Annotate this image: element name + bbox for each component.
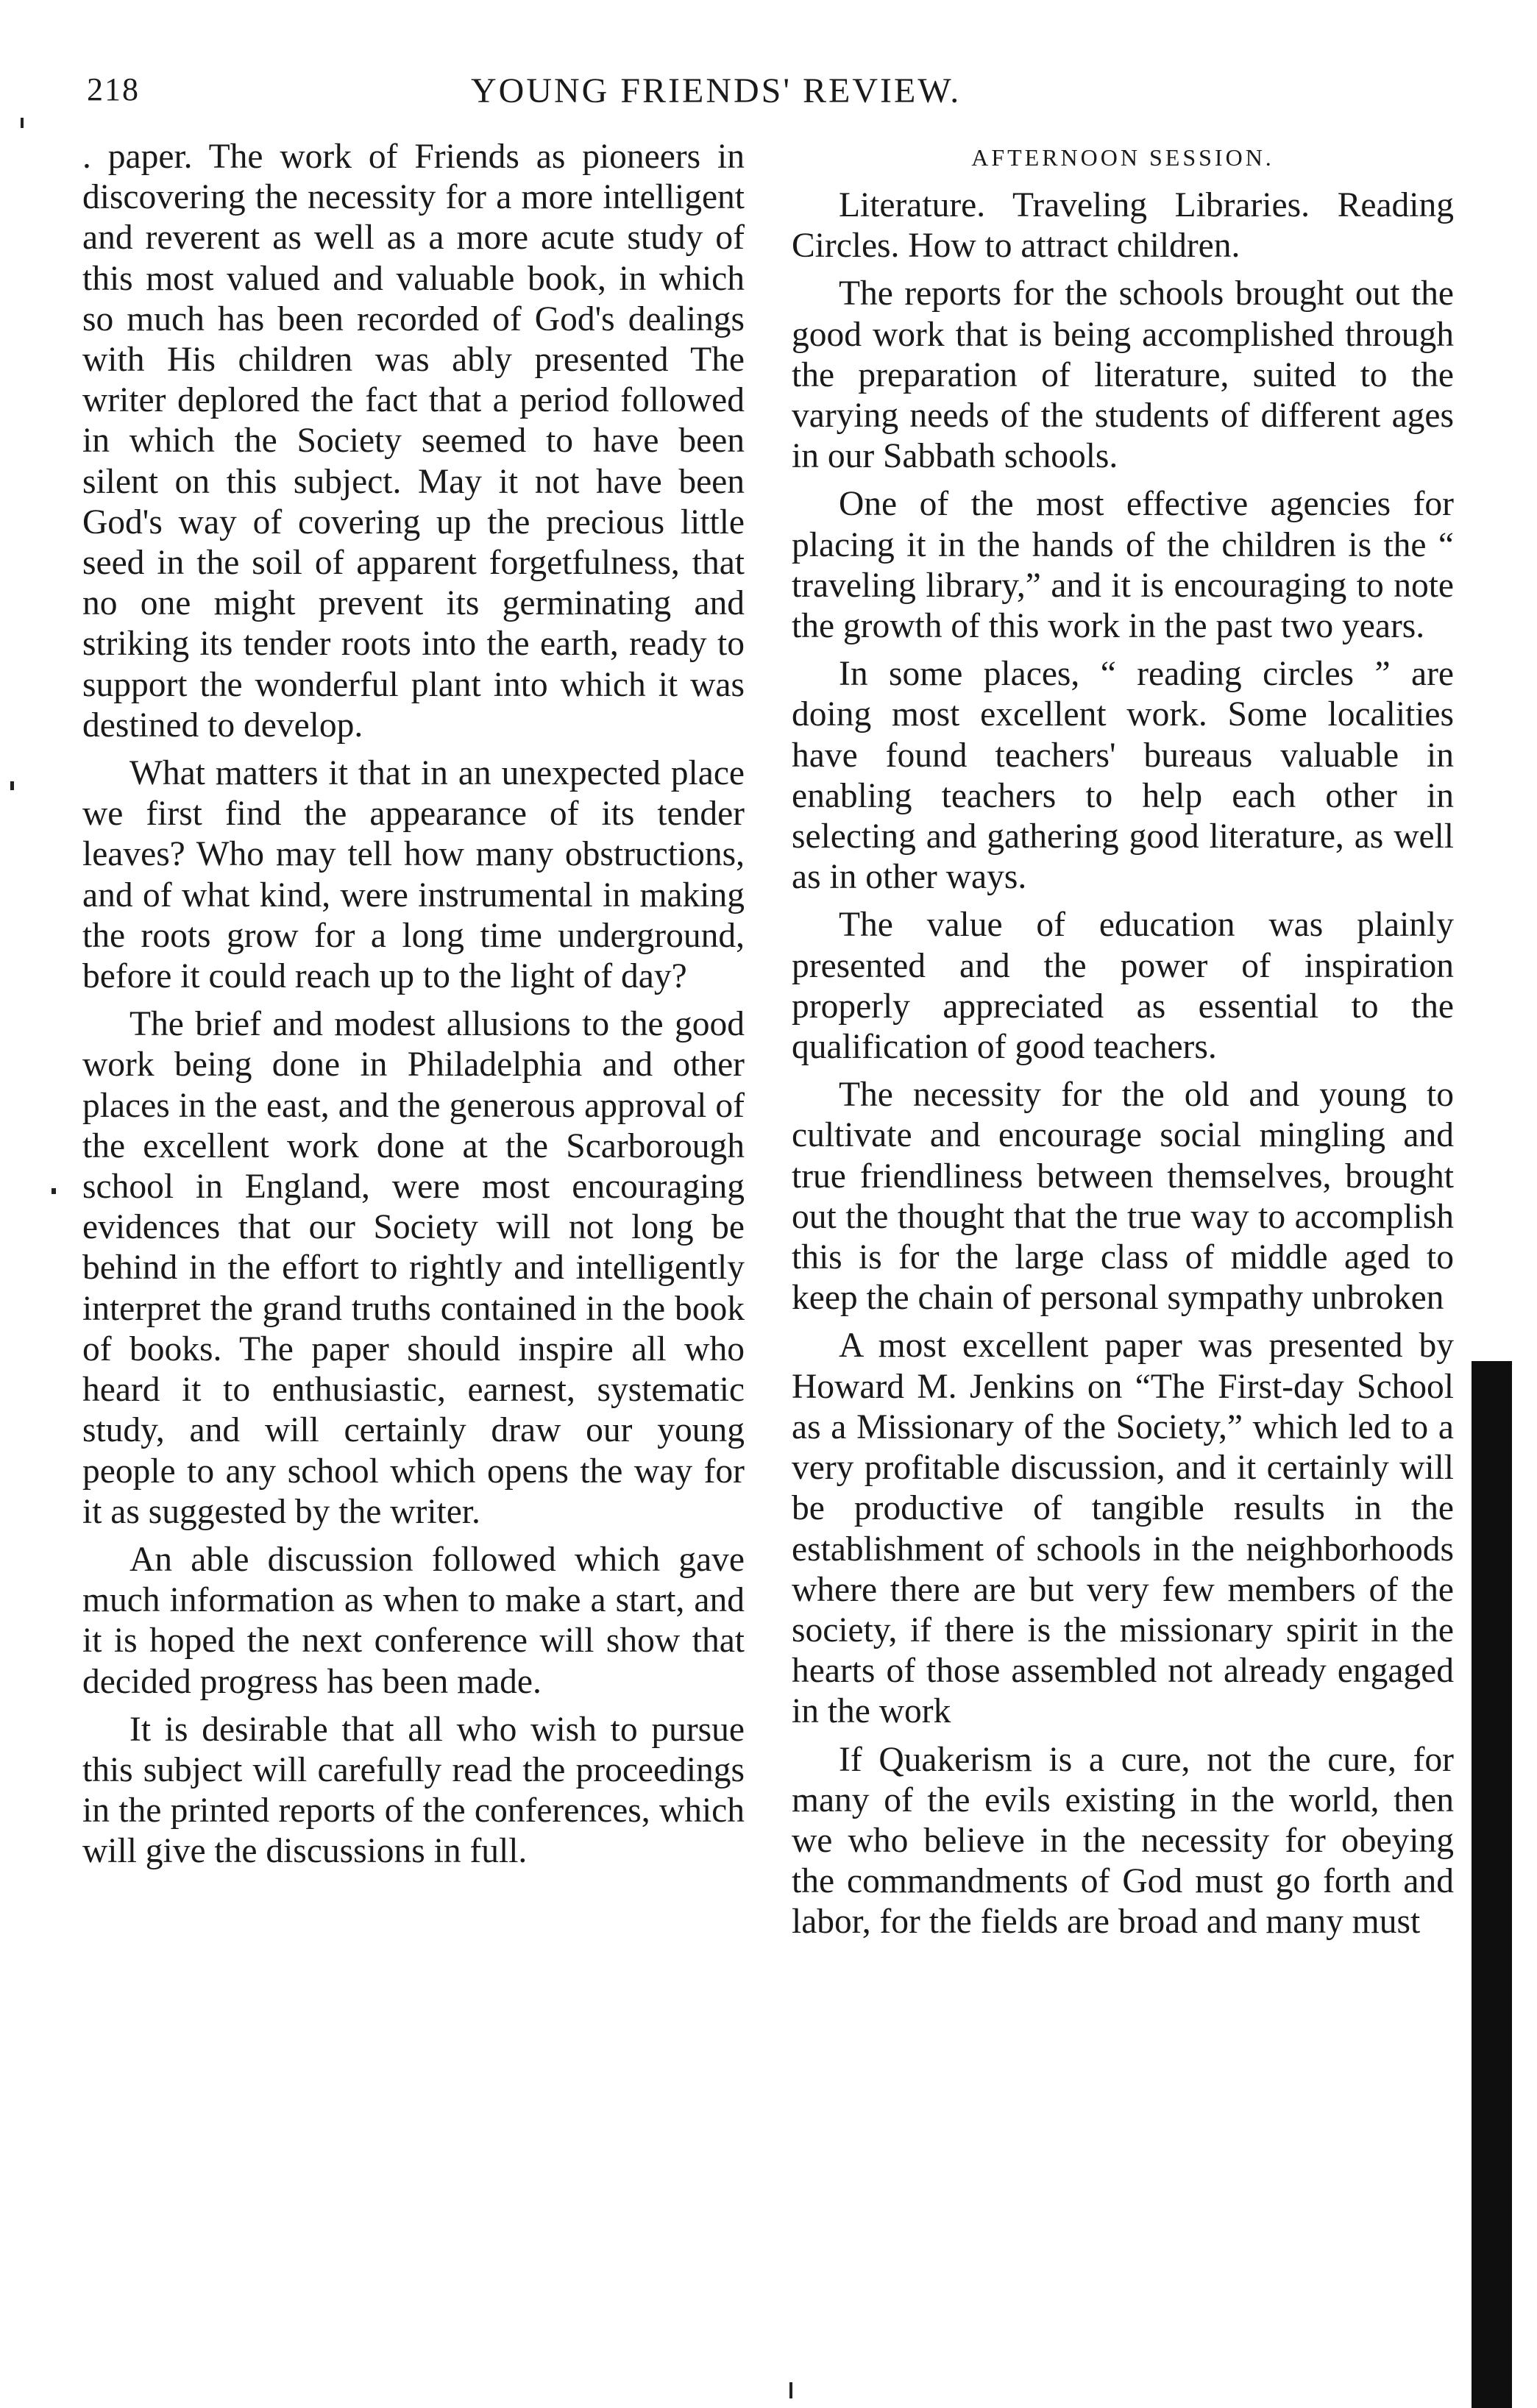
- right-column: [792, 137, 1454, 1950]
- scan-shadow-edge: [1472, 1361, 1512, 2408]
- session-heading: AFTERNOON SESSION.: [971, 144, 1274, 171]
- scan-speck: [52, 1188, 56, 1194]
- scan-speck: [10, 781, 14, 790]
- left-column: [82, 137, 745, 1880]
- scan-speck: [21, 118, 24, 128]
- paragraph: . paper. The work of Friends as pioneers in discovering the necessity for a more intelligent and reverent as well as a more acute study of this most valued and valuable book, in which so much has been recorded of God's dealings with His children was ably presented The writer deplored the fact that a period followed in which the Society seemed to have been silent on this subject. May it not have been God's way of covering up the precious little seed in the soil of apparent forgetfulness, that no one might prevent its germinating and striking its tender roots into the earth, ready to support the wonderful plant into which it was destined to develop.: [82, 138, 745, 745]
- page-number: 218: [87, 71, 140, 107]
- topics-line: Literature. Traveling Libraries. Reading Circles. How to attract children.: [792, 186, 1454, 266]
- running-title: YOUNG FRIENDS' REVIEW.: [471, 71, 962, 110]
- paragraph: One of the most effective agencies for placing it in the hands of the children is the “ traveling library,” and it is encouraging to note the growth of this work in the past two years.: [792, 485, 1454, 646]
- paragraph: The value of education was plainly presented and the power of inspiration properly appreciated as essential to the qualification of good teachers.: [792, 906, 1454, 1067]
- paragraph: What matters it that in an unexpected place we first find the appearance of its tender leaves? Who may tell how many obstructions, and of what kind, were instrumental in making the roots grow for a long time underground, before it could reach up to the light of day?: [82, 754, 745, 996]
- paragraph: In some places, “ reading circles ” are doing most excellent work. Some localities have found teachers' bureaus valuable in enabling teachers to help each other in selecting and gathering good literature, as well as in other ways.: [792, 655, 1454, 897]
- paragraph: A most excellent paper was presented by Howard M. Jenkins on “The First-day School as a Missionary of the Society,” which led to a very profitable discussion, and it certainly will be productive of tangible results in the establishment of schools in the neighborhoods where there are but very few members of the society, if there is the missionary spirit in the hearts of those assembled not already engaged in the work: [792, 1326, 1454, 1731]
- paragraph: The brief and modest allusions to the good work being done in Philadelphia and other places in the east, and the generous approval of the excellent work done at the Scarborough school in England, were most encouraging evidences that our Society will not long be behind in the effort to rightly and intelligently interpret the grand truths contained in the book of books. The paper should inspire all who heard it to enthusiastic, earnest, systematic study, and will certainly draw our young people to any school which opens the way for it as suggested by the writer.: [82, 1005, 745, 1531]
- paragraph: An able discussion followed which gave much information as when to make a start, and it is hoped the next conference will show that decided progress has been made.: [82, 1540, 745, 1701]
- paragraph: It is desirable that all who wish to pursue this subject will carefully read the proceedings in the printed reports of the conferences, which will give the discussions in full.: [82, 1710, 745, 1871]
- paragraph: If Quakerism is a cure, not the cure, for many of the evils existing in the world, then we who believe in the necessity for obeying the commandments of God must go forth and labor, for the fields are broad and many must: [792, 1740, 1454, 1942]
- paragraph: The reports for the schools brought out the good work that is being accomplished through the preparation of literature, suited to the varying needs of the students of different ages in our Sabbath schools.: [792, 274, 1454, 476]
- scan-speck: [789, 2382, 792, 2398]
- paragraph: The necessity for the old and young to cultivate and encourage social mingling and true friendliness between themselves, brought out the thought that the true way to accomplish this is for the large class of middle aged to keep the chain of personal sympathy unbroken: [792, 1076, 1454, 1318]
